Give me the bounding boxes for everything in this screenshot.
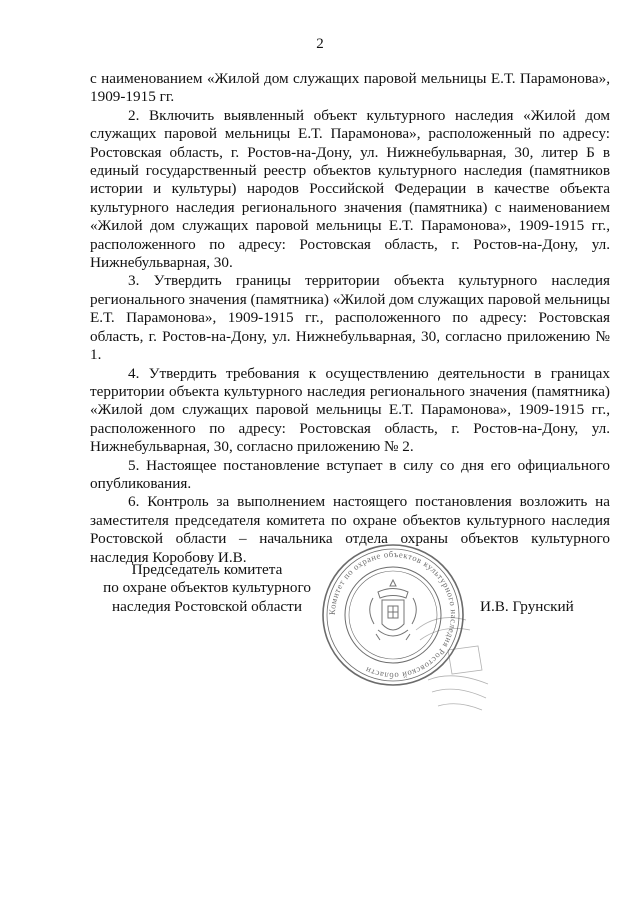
stamp-imprint-icon	[408, 610, 498, 720]
page-number: 2	[316, 36, 324, 52]
paragraph-item-5: 5. Настоящее постановление вступает в силу со дня его официального опубликования.	[90, 456, 610, 492]
paragraph-item-3: 3. Утвердить границы территории объекта культурного наследия регионального значения (памятника) «Жилой дом служащих паровой мельницы Е.Т. Парамонова», 1909-1915 гг., расположенного по адресу: Ростовская область, г. Ростов-на-Дону, ул. Нижнебульварная, 30, согласно приложению № 1.	[90, 272, 610, 364]
signatory-title-line: наследия Ростовской области	[112, 597, 302, 615]
signatory-name: И.В. Грунский	[480, 598, 574, 615]
signatory-title	[92, 561, 322, 616]
paragraph-item-4: 4. Утвердить требования к осуществлению деятельности в границах территории объекта культурного наследия регионального значения (памятника) «Жилой дом служащих паровой мельницы Е.Т. Парамонова», 1909-1915 гг., расположенного по адресу: Ростовская область, г. Ростов-на-Дону, ул. Нижнебульварная, 30, согласно приложению № 2.	[90, 364, 610, 456]
paragraph-continuation: с наименованием «Жилой дом служащих паровой мельницы Е.Т. Парамонова», 1909-1915 гг.	[90, 70, 610, 106]
signatory-title-line: Председатель комитета	[131, 561, 283, 578]
signatory-title-line: по охране объектов культурного	[103, 579, 311, 597]
seal-ring-text: Комитет по охране объектов культурного наследия Ростовской области	[326, 548, 460, 682]
paragraph-item-2: 2. Включить выявленный объект культурного наследия «Жилой дом служащих паровой мельницы Е.Т. Парамонова», расположенный по адресу: Ростовская область, г. Ростов-на-Дону, ул. Нижнебульварная, 30, литер Б в единый государственный реестр объектов культурного наследия (памятников истории и культуры) народов Российской Федерации в качестве объекта культурного наследия регионального значения (памятника) с наименованием «Жилой дом служащих паровой мельницы Е.Т. Парамонова», 1909-1915 гг., расположенного по адресу: Ростовская область, г. Ростов-на-Дону, ул. Нижнебульварная, 30.	[90, 106, 610, 272]
paragraph-item-6: 6. Контроль за выполнением настоящего постановления возложить на заместителя председателя комитета по охране объектов культурного наследия Ростовской области – начальника отдела охраны объектов культурного наследия Коробову И.В.	[90, 493, 610, 566]
body-text	[90, 70, 610, 567]
